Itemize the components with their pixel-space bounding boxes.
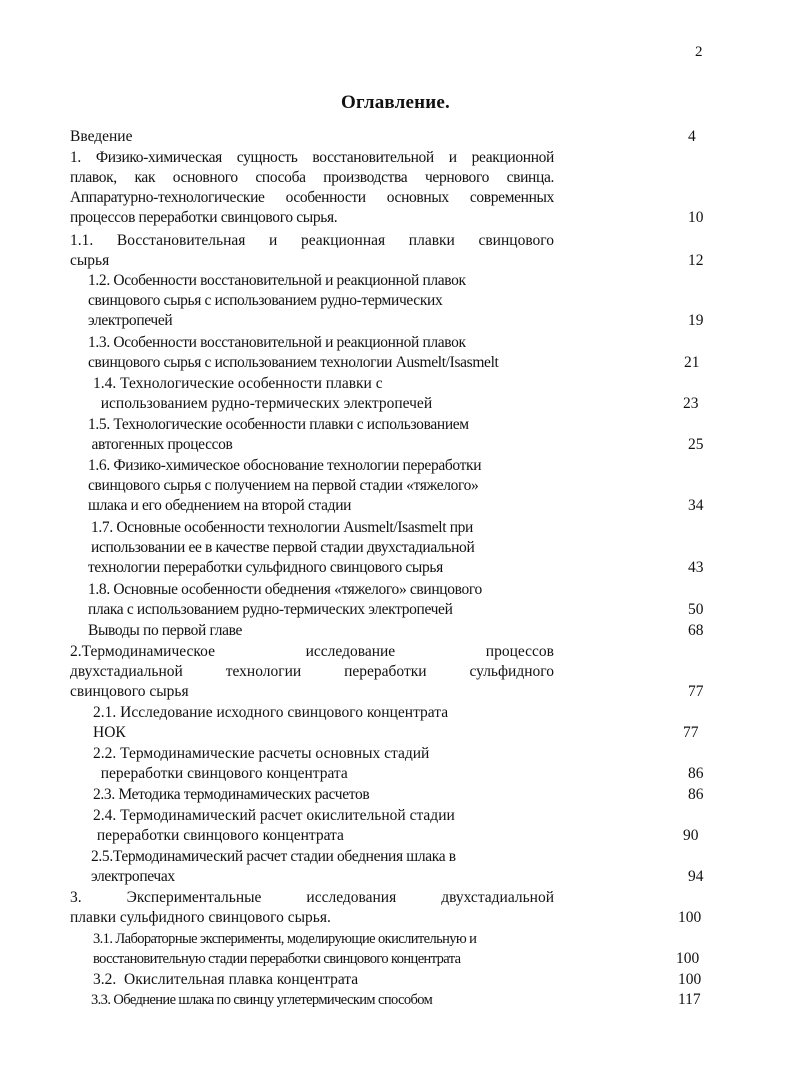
toc-entry-line: 1.8. Основные особенности обеднения «тяжелого» свинцового bbox=[88, 581, 482, 598]
toc-entry-section-1-8[interactable] bbox=[88, 580, 720, 620]
toc-entry-line: процессов переработки свинцового сырья. bbox=[70, 209, 338, 226]
toc-entry-line: НОК bbox=[93, 724, 126, 741]
toc-entry-section-3-3[interactable] bbox=[91, 990, 720, 1010]
toc-entry-line: 1.2. Особенности восстановительной и реакционной плавок bbox=[88, 272, 466, 289]
toc-entry-section-3-2[interactable] bbox=[93, 970, 720, 990]
toc-entry-line: плавок, как основного способа производства чернового свинца. bbox=[70, 169, 554, 186]
toc-entry-section-2-1[interactable] bbox=[93, 703, 720, 743]
toc-entry-line: 1.7. Основные особенности технологии Ausmelt/Isasmelt при bbox=[91, 519, 473, 536]
toc-entry-section-1-3[interactable] bbox=[88, 333, 720, 373]
toc-entry-page: 43 bbox=[688, 559, 704, 576]
toc-entry-line: свинцового сырья с использованием рудно-термических bbox=[88, 292, 443, 309]
toc-entry-line: 2.2. Термодинамические расчеты основных стадий bbox=[93, 745, 430, 762]
toc-entry-line: свинцового сырья с получением на первой стадии «тяжелого» bbox=[88, 477, 479, 494]
toc-entry-section-1-4[interactable] bbox=[93, 374, 720, 414]
toc-entry-section-2-3[interactable] bbox=[93, 785, 720, 805]
toc-entry-page: 10 bbox=[688, 209, 704, 226]
toc-entry-line: 2.5.Термодинамический расчет стадии обеднения шлака в bbox=[91, 848, 456, 865]
toc-entry-page: 77 bbox=[683, 724, 699, 741]
toc-entry-page: 117 bbox=[678, 991, 701, 1008]
toc-entry-line: свинцового сырья с использованием технологии Ausmelt/Isasmelt bbox=[88, 354, 499, 371]
toc-entry-section-2-2[interactable] bbox=[93, 744, 720, 784]
toc-entry-line: 2.1. Исследование исходного свинцового концентрата bbox=[93, 704, 449, 721]
toc-entry-line: 3.1. Лабораторные эксперименты, моделирующие окислительную и bbox=[93, 931, 477, 947]
toc-entry-page: 34 bbox=[688, 497, 704, 514]
toc-entry-line: переработки свинцового концентрата bbox=[93, 827, 344, 844]
toc-entry-line: использовании ее в качестве первой стадии двухстадиальной bbox=[91, 539, 475, 556]
toc-entry-section-2-4[interactable] bbox=[93, 806, 720, 846]
toc-entry-intro[interactable] bbox=[70, 127, 720, 147]
toc-entry-line: 3.2. Окислительная плавка концентрата bbox=[93, 971, 359, 988]
toc-entry-line: использованием рудно-термических электропечей bbox=[93, 395, 433, 412]
toc-entry-line: автогенных процессов bbox=[88, 436, 233, 453]
toc-entry-chapter-2[interactable] bbox=[70, 642, 720, 702]
toc-entry-line: 1.4. Технологические особенности плавки с bbox=[93, 375, 383, 392]
toc-entry-line: сырья bbox=[70, 252, 110, 269]
toc-entry-line: 1.6. Физико-химическое обоснование технологии переработки bbox=[88, 457, 482, 474]
toc-entry-line: 1.5. Технологические особенности плавки с использованием bbox=[88, 416, 469, 433]
toc-entry-line: шлака и его обеднением на второй стадии bbox=[88, 497, 352, 514]
toc-entry-section-1-7[interactable] bbox=[88, 518, 720, 578]
toc-entry-line: 3.3. Обеднение шлака по свинцу углетермическим способом bbox=[91, 992, 433, 1008]
toc-entry-page: 86 bbox=[688, 786, 704, 803]
toc-entry-chapter-3[interactable] bbox=[70, 888, 720, 928]
toc-entry-line: технологии переработки сульфидного свинцового сырья bbox=[88, 559, 443, 576]
toc-entry-line: двухстадиальной технологии переработки сульфидного bbox=[70, 663, 554, 680]
toc-entry-page: 100 bbox=[678, 971, 702, 988]
toc-entry-section-1-1[interactable] bbox=[70, 231, 720, 271]
toc-entry-line: 1. Физико-химическая сущность восстановительной и реакционной bbox=[70, 149, 554, 166]
toc-entry-section-1-5[interactable] bbox=[88, 415, 720, 455]
toc-title: Оглавление. bbox=[341, 92, 450, 113]
toc-entry-line: переработки свинцового концентрата bbox=[93, 765, 348, 782]
toc-entry-line: восстановительную стадии переработки свинцового концентрата bbox=[93, 951, 461, 967]
toc-entry-section-1-6[interactable] bbox=[88, 456, 720, 516]
toc-entry-line: 1.3. Особенности восстановительной и реакционной плавок bbox=[88, 334, 466, 351]
toc-entry-line: плака с использованием рудно-термических электропечей bbox=[88, 601, 453, 618]
toc-entry-page: 77 bbox=[688, 683, 704, 700]
page-number: 2 bbox=[695, 44, 703, 60]
toc-entry-page: 4 bbox=[688, 128, 696, 145]
toc-entry-section-3-1[interactable] bbox=[93, 929, 720, 969]
toc-entry-page: 25 bbox=[688, 436, 704, 453]
toc-entry-page: 19 bbox=[688, 312, 704, 329]
toc-entry-line: Введение bbox=[70, 128, 133, 145]
toc-entry-line: электропечах bbox=[91, 868, 175, 885]
toc-entry-page: 21 bbox=[684, 354, 700, 371]
toc-entry-chapter-1[interactable] bbox=[70, 148, 720, 228]
toc-entry-page: 100 bbox=[678, 909, 702, 926]
toc-entry-page: 100 bbox=[676, 950, 700, 967]
toc-entry-page: 86 bbox=[688, 765, 704, 782]
toc-entry-page: 50 bbox=[688, 601, 704, 618]
toc-entry-section-2-5[interactable] bbox=[91, 847, 720, 887]
toc-entry-line: Аппаратурно-технологические особенности основных современных bbox=[70, 189, 554, 206]
toc-entry-page: 94 bbox=[688, 868, 704, 885]
toc-entry-line: свинцового сырья bbox=[70, 683, 189, 700]
toc-entry-line: электропечей bbox=[88, 312, 173, 329]
toc-entry-section-1-2[interactable] bbox=[88, 271, 720, 331]
toc-entry-line: 1.1. Восстановительная и реакционная плавки свинцового bbox=[70, 232, 554, 249]
toc-entry-page: 68 bbox=[688, 622, 704, 639]
toc-entry-page: 90 bbox=[683, 827, 699, 844]
toc-entry-line: 3. Экспериментальные исследования двухстадиальной bbox=[70, 889, 554, 906]
toc-entry-page: 12 bbox=[688, 252, 704, 269]
toc-entry-line: Выводы по первой главе bbox=[88, 622, 243, 639]
toc-entry-line: 2.4. Термодинамический расчет окислительной стадии bbox=[93, 807, 455, 824]
toc-entry-page: 23 bbox=[683, 395, 699, 412]
toc-entry-line: 2.3. Методика термодинамических расчетов bbox=[93, 786, 370, 803]
toc-entry-conclusions-1[interactable] bbox=[88, 621, 720, 641]
toc-entry-line: плавки сульфидного свинцового сырья. bbox=[70, 909, 331, 926]
toc-entry-line: 2.Термодинамическое исследование процессов bbox=[70, 643, 554, 660]
